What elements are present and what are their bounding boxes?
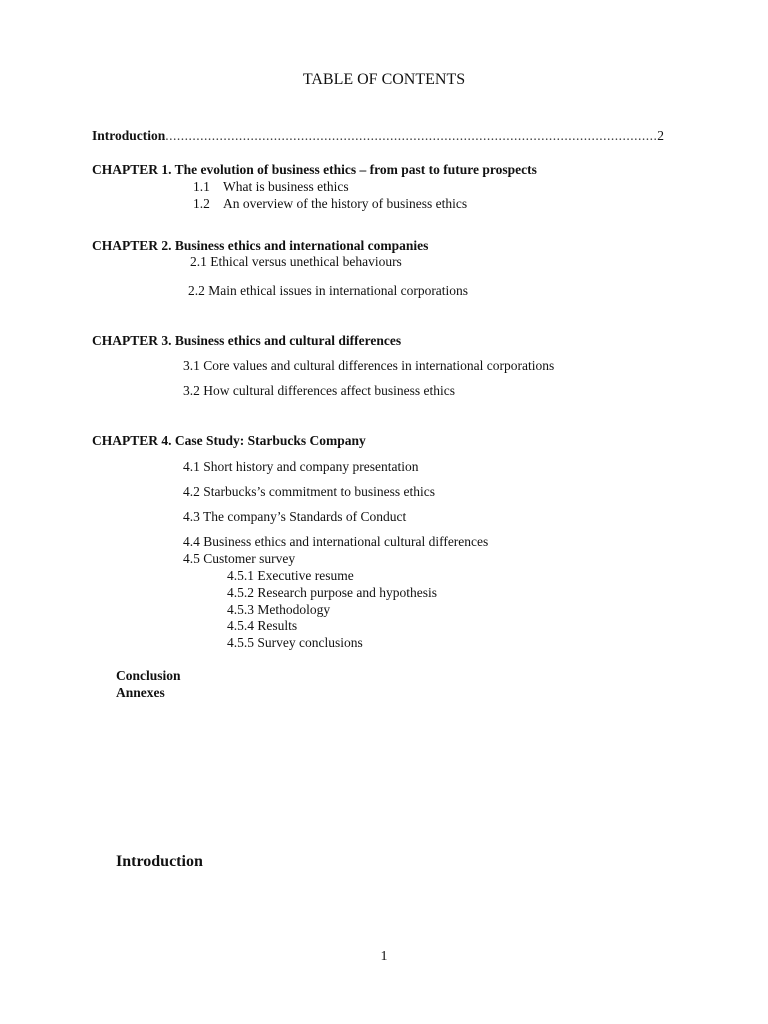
toc-item-4-5[interactable]: 4.5 Customer survey (183, 551, 296, 566)
toc-entry-introduction[interactable] (92, 129, 664, 143)
toc-entry-annexes[interactable]: Annexes (116, 685, 165, 700)
toc-title: TABLE OF CONTENTS (302, 71, 466, 88)
toc-leader-dots (165, 129, 657, 143)
chapter-3-heading[interactable]: CHAPTER 3. Business ethics and cultural differences (92, 333, 402, 348)
toc-subitem-4-5-1[interactable]: 4.5.1 Executive resume (227, 568, 354, 583)
toc-entry-label: Introduction (92, 128, 166, 143)
toc-item-2-2[interactable]: 2.2 Main ethical issues in international corporations (188, 283, 469, 298)
toc-subitem-4-5-4[interactable]: 4.5.4 Results (227, 618, 298, 633)
chapter-2-heading[interactable]: CHAPTER 2. Business ethics and international companies (92, 238, 429, 253)
toc-item-2-1[interactable]: 2.1 Ethical versus unethical behaviours (190, 254, 402, 269)
toc-entry-page: 2 (657, 128, 664, 143)
toc-item-4-4[interactable]: 4.4 Business ethics and international cultural differences (183, 534, 489, 549)
toc-item-3-1[interactable]: 3.1 Core values and cultural differences in international corporations (183, 358, 555, 373)
toc-subitem-4-5-3[interactable]: 4.5.3 Methodology (227, 602, 331, 617)
toc-subitem-4-5-5[interactable]: 4.5.5 Survey conclusions (227, 635, 363, 650)
toc-item-1-1[interactable] (193, 180, 349, 194)
toc-item-text: What is business ethics (223, 179, 349, 194)
toc-item-1-2[interactable] (193, 197, 467, 211)
toc-item-4-2[interactable]: 4.2 Starbucks’s commitment to business ethics (183, 484, 435, 499)
page-number: 1 (380, 949, 388, 964)
toc-item-text: An overview of the history of business ethics (223, 196, 468, 211)
toc-entry-conclusion[interactable]: Conclusion (116, 668, 181, 683)
toc-item-3-2[interactable]: 3.2 How cultural differences affect business ethics (183, 383, 456, 398)
toc-subitem-4-5-2[interactable]: 4.5.2 Research purpose and hypothesis (227, 585, 437, 600)
chapter-1-heading[interactable]: CHAPTER 1. The evolution of business ethics – from past to future prospects (92, 162, 537, 177)
toc-item-4-1[interactable]: 4.1 Short history and company presentation (183, 459, 419, 474)
section-heading-introduction: Introduction (116, 853, 203, 870)
toc-item-number: 1.2 (193, 196, 210, 211)
toc-item-4-3[interactable]: 4.3 The company’s Standards of Conduct (183, 509, 407, 524)
toc-item-number: 1.1 (193, 179, 210, 194)
chapter-4-heading[interactable]: CHAPTER 4. Case Study: Starbucks Company (92, 433, 366, 448)
